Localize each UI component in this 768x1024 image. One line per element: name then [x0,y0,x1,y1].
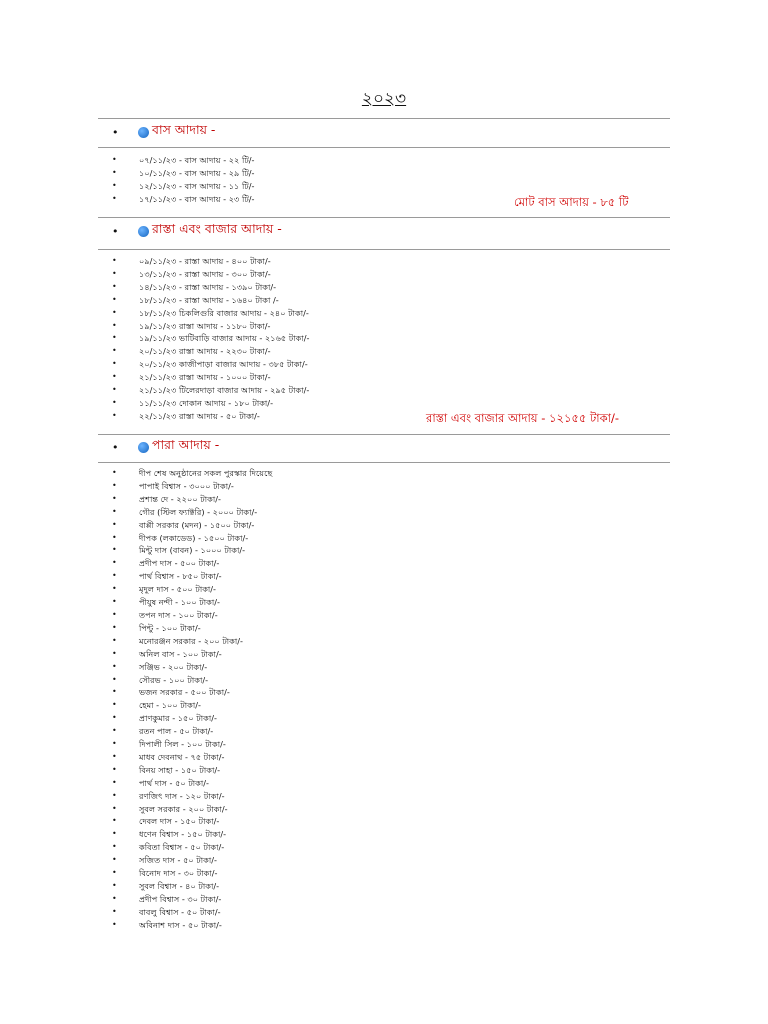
list-item [112,841,272,854]
bullet-icon: • [112,545,117,555]
list-item-text: ১০/১১/২৩ - বাস আদায় - ২৯ টি/- [139,167,255,178]
list-item-text: ১৩/১১/২৩ - রাস্তা আদায় - ৩০০ টাকা/- [139,268,271,279]
list-item [112,519,272,532]
bullet-icon: • [112,571,117,581]
list-item-text: রতন পাল - ৫০ টাকা/- [139,726,214,737]
bullet-icon: • [112,268,117,278]
list-item [112,281,310,294]
blue-circle-icon [138,442,149,453]
list-item-text: ১৪/১১/২৩ - রাস্তা আদায় - ১৩৯০ টাকা/- [139,281,277,292]
list-item-text: দিপালী সিল - ১০০ টাকা/- [139,739,226,750]
bullet-icon: • [112,440,119,454]
bullet-icon: • [112,397,117,407]
list-item [112,867,272,880]
list-item [112,557,272,570]
bullet-icon: • [112,385,117,395]
bullet-icon: • [112,635,117,645]
bullet-icon: • [112,372,117,382]
road-total: রাস্তা এবং বাজার আদায় - ১২১৫৫ টাকা/- [426,411,620,425]
list-item [112,480,272,493]
list-item-text: ২২/১১/২৩ রাস্তা আদায় - ৫০ টাকা/- [139,410,260,421]
bullet-icon: • [112,609,117,619]
bullet-icon: • [112,193,117,203]
bullet-icon: • [112,519,117,529]
list-item-text: সুবল সরকার - ২০০ টাকা/- [139,803,228,814]
list-item [112,506,272,519]
bullet-icon: • [112,346,117,356]
bullet-icon: • [112,842,117,852]
bullet-icon: • [112,410,117,420]
list-item [112,751,272,764]
list-item-text: ১৮/১১/২৩ চিকলিগুরি বাজার আদায় - ২৪০ টাকা/- [139,307,309,318]
list-item-text: মৃদুল দাস - ৫০০ টাকা/- [139,584,217,595]
bullet-icon: • [112,468,117,477]
list-item-text: মনোরঞ্জন সরকার - ২০০ টাকা/- [139,635,243,646]
blue-circle-icon [138,127,149,138]
list-item [112,674,272,687]
list-item-text: পাপাই বিশ্বাস - ৩০০০ টাকা/- [139,480,234,491]
section-heading-road [112,221,282,241]
list-item-text: রণজিৎ দাস - ১২০ টাকা/- [139,790,225,801]
list-item-text: ১২/১১/২৩ - বাস আদায় - ১১ টি/- [139,180,255,191]
list-item-text: ভজন সরকার - ৫০০ টাকা/- [139,687,230,698]
list-item-text: প্রদীপ বিশ্বাস - ৩০ টাকা/- [139,893,222,904]
list-item [112,294,310,307]
list-item [112,906,272,919]
bullet-icon: • [112,125,119,139]
bullet-icon: • [112,307,117,317]
list-item [112,596,272,609]
list-item [112,583,272,596]
list-item [112,699,272,712]
list-item-text: ২০/১১/২৩ কাজীপাড়া বাজার আদায় - ৩৮৫ টাকা/- [139,359,308,370]
list-item [112,919,272,932]
list-item-text: দীপ শেষ অনুষ্ঠানের সকল পুরস্কার দিয়েছে [139,468,273,478]
bullet-icon: • [112,674,117,684]
bus-collection-list [112,154,255,206]
list-item-text: ২১/১১/২৩ টিলেরদাড়া বাজার আদায় - ২৯৫ টাকা/- [139,385,310,396]
bullet-icon: • [112,256,117,265]
section-divider [98,147,670,148]
list-item [112,255,310,268]
list-item-text: ২০/১১/২৩ রাস্তা আদায় - ২২৩০ টাকা/- [139,346,271,357]
list-item [112,815,272,828]
list-item [112,648,272,661]
list-item-text: ১৮/১১/২৩ - রাস্তা আদায় - ১৬৪০ টাকা /- [139,294,279,305]
bullet-icon: • [112,648,117,658]
list-item [112,570,272,583]
section-heading-para [112,437,219,457]
bullet-icon: • [112,558,117,568]
para-collection-list [112,467,272,932]
section-heading-bus [112,122,215,142]
bullet-icon: • [112,320,117,330]
list-item [112,397,310,410]
list-item [112,738,272,751]
list-item [112,764,272,777]
list-item [112,893,272,906]
bullet-icon: • [112,661,117,671]
list-item-text: প্রদীপ দাস - ৫০০ টাকা/- [139,558,220,569]
bullet-icon: • [112,829,117,839]
list-item [112,467,272,480]
list-item-text: দীপক (লকাডেড) - ১৫০০ টাকা/- [139,532,249,543]
list-item [112,725,272,738]
blue-circle-icon [138,226,149,237]
bullet-icon: • [112,480,117,490]
list-item-text: সৌরভ - ১০০ টাকা/- [139,674,209,685]
year-heading: ২০২৩ [361,89,407,109]
bullet-icon: • [112,155,117,164]
bullet-icon: • [112,726,117,736]
list-item-text: মাধব দেবনাথ - ৭৫ টাকা/- [139,751,225,762]
section-divider [98,434,670,435]
list-item-text: ১৯/১১/২৩ ভাটিবাড়ি বাজার আদায় - ২১৬৫ টাকা/- [139,333,310,344]
bullet-icon: • [112,532,117,542]
section-divider [98,462,670,463]
list-item [112,384,310,397]
list-item-text: বাবলু বিশ্বাস - ৫০ টাকা/- [139,906,221,917]
list-item-text: সঞ্জিভ - ২০০ টাকা/- [139,661,208,672]
bullet-icon: • [112,180,117,190]
bullet-icon: • [112,584,117,594]
list-item [112,493,272,506]
list-item-text: ০৯/১১/২৩ - রাস্তা আদায় - ৪০০ টাকা/- [139,256,271,266]
list-item [112,358,310,371]
list-item [112,635,272,648]
list-item-text: সজিত দাস - ৫০ টাকা/- [139,855,217,866]
list-item [112,712,272,725]
list-item [112,320,310,333]
bullet-icon: • [112,506,117,516]
bullet-icon: • [112,294,117,304]
list-item [112,661,272,674]
list-item-text: কবিতা বিশ্বাস - ৫০ টাকা/- [139,842,225,853]
list-item-text: বাপ্পী সরকার (মদন) - ১৫০০ টাকা/- [139,519,255,530]
list-item-text: দেবল দাস - ১৫০ টাকা/- [139,816,220,827]
section-divider [98,118,670,119]
bullet-icon: • [112,868,117,878]
list-item [112,686,272,699]
section-title: রাস্তা এবং বাজার আদায় - [152,221,282,236]
section-divider [98,249,670,250]
bullet-icon: • [112,881,117,890]
list-item-text: বিনোদ দাস - ৩০ টাকা/- [139,868,218,879]
list-item [112,854,272,867]
bullet-icon: • [112,739,117,749]
list-item-text: ১৭/১১/২৩ - বাস আদায় - ২৩ টি/- [139,193,255,204]
list-item [112,790,272,803]
list-item-text: পার্থ বিশ্বাস - ৮৫০ টাকা/- [139,571,222,582]
list-item-text: অবিনাশ দাস - ৫০ টাকা/- [139,919,222,930]
list-item [112,532,272,545]
bullet-icon: • [112,281,117,291]
bullet-icon: • [112,816,117,826]
bullet-icon: • [112,790,117,800]
list-item [112,609,272,622]
bullet-icon: • [112,359,117,369]
list-item-text: ১৯/১১/২৩ রাস্তা আদায় - ১১৮০ টাকা/- [139,320,271,331]
list-item-text: পীযুষ নন্দী - ১০০ টাকা/- [139,597,220,608]
list-item [112,345,310,358]
list-item [112,803,272,816]
bullet-icon: • [112,919,117,929]
list-item-text: পার্থ দাস - ৫০ টাকা/- [139,777,209,788]
list-item [112,268,310,281]
list-item-text: ধণেন বিশ্বাস - ১৫০ টাকা/- [139,829,227,840]
list-item-text: হেমা - ১০০ টাকা/- [139,700,201,711]
list-item-text: অনিল বাস - ১০০ টাকা/- [139,648,222,659]
list-item-text: প্রাণকুমার - ১৫০ টাকা/- [139,713,217,724]
bullet-icon: • [112,777,117,787]
list-item [112,180,255,193]
list-item-text: পিন্টু - ১০০ টাকা/- [139,622,201,633]
list-item-text: প্রশান্ত দে - ২২০০ টাকা/- [139,493,221,504]
section-title: পারা আদায় - [152,437,220,452]
bullet-icon: • [112,893,117,903]
list-item [112,307,310,320]
bullet-icon: • [112,493,117,503]
bullet-icon: • [112,700,117,710]
bullet-icon: • [112,167,117,177]
list-item-text: ১১/১১/২৩ দোকান আদায় - ১৮০ টাকা/- [139,397,274,408]
list-item-text: ০৭/১১/২৩ - বাস আদায় - ২২ টি/- [139,155,255,165]
bus-total: মোট বাস আদায় - ৮৫ টি [514,195,629,209]
bullet-icon: • [112,622,117,632]
list-item [112,828,272,841]
list-item [112,544,272,557]
section-divider [98,217,670,218]
list-item [112,622,272,635]
list-item-text: সুবল বিশ্বাস - ৪০ টাকা/- [139,881,220,891]
list-item [112,167,255,180]
list-item [112,332,310,345]
bullet-icon: • [112,803,117,813]
list-item [112,777,272,790]
bullet-icon: • [112,597,117,607]
bullet-icon: • [112,751,117,761]
list-item [112,880,272,893]
list-item-text: ২১/১১/২৩ রাস্তা আদায় - ১০০০ টাকা/- [139,372,271,383]
list-item-text: মিন্টু দাস (বাবন) - ১০০০ টাকা/- [139,545,246,556]
list-item-text: তপন দাস - ১০০ টাকা/- [139,609,218,620]
bullet-icon: • [112,224,119,238]
bullet-icon: • [112,855,117,865]
list-item [112,193,255,206]
bullet-icon: • [112,333,117,343]
list-item [112,371,310,384]
list-item [112,154,255,167]
bullet-icon: • [112,906,117,916]
road-collection-list [112,255,310,423]
list-item-text: গৌর (স্টিল ফ্যাক্টরি) - ২০০০ টাকা/- [139,506,258,517]
list-item [112,410,310,423]
list-item-text: বিনয় সাহা - ১৫০ টাকা/- [139,764,221,775]
bullet-icon: • [112,713,117,723]
section-title: বাস আদায় - [152,122,216,137]
bullet-icon: • [112,764,117,774]
bullet-icon: • [112,687,117,697]
